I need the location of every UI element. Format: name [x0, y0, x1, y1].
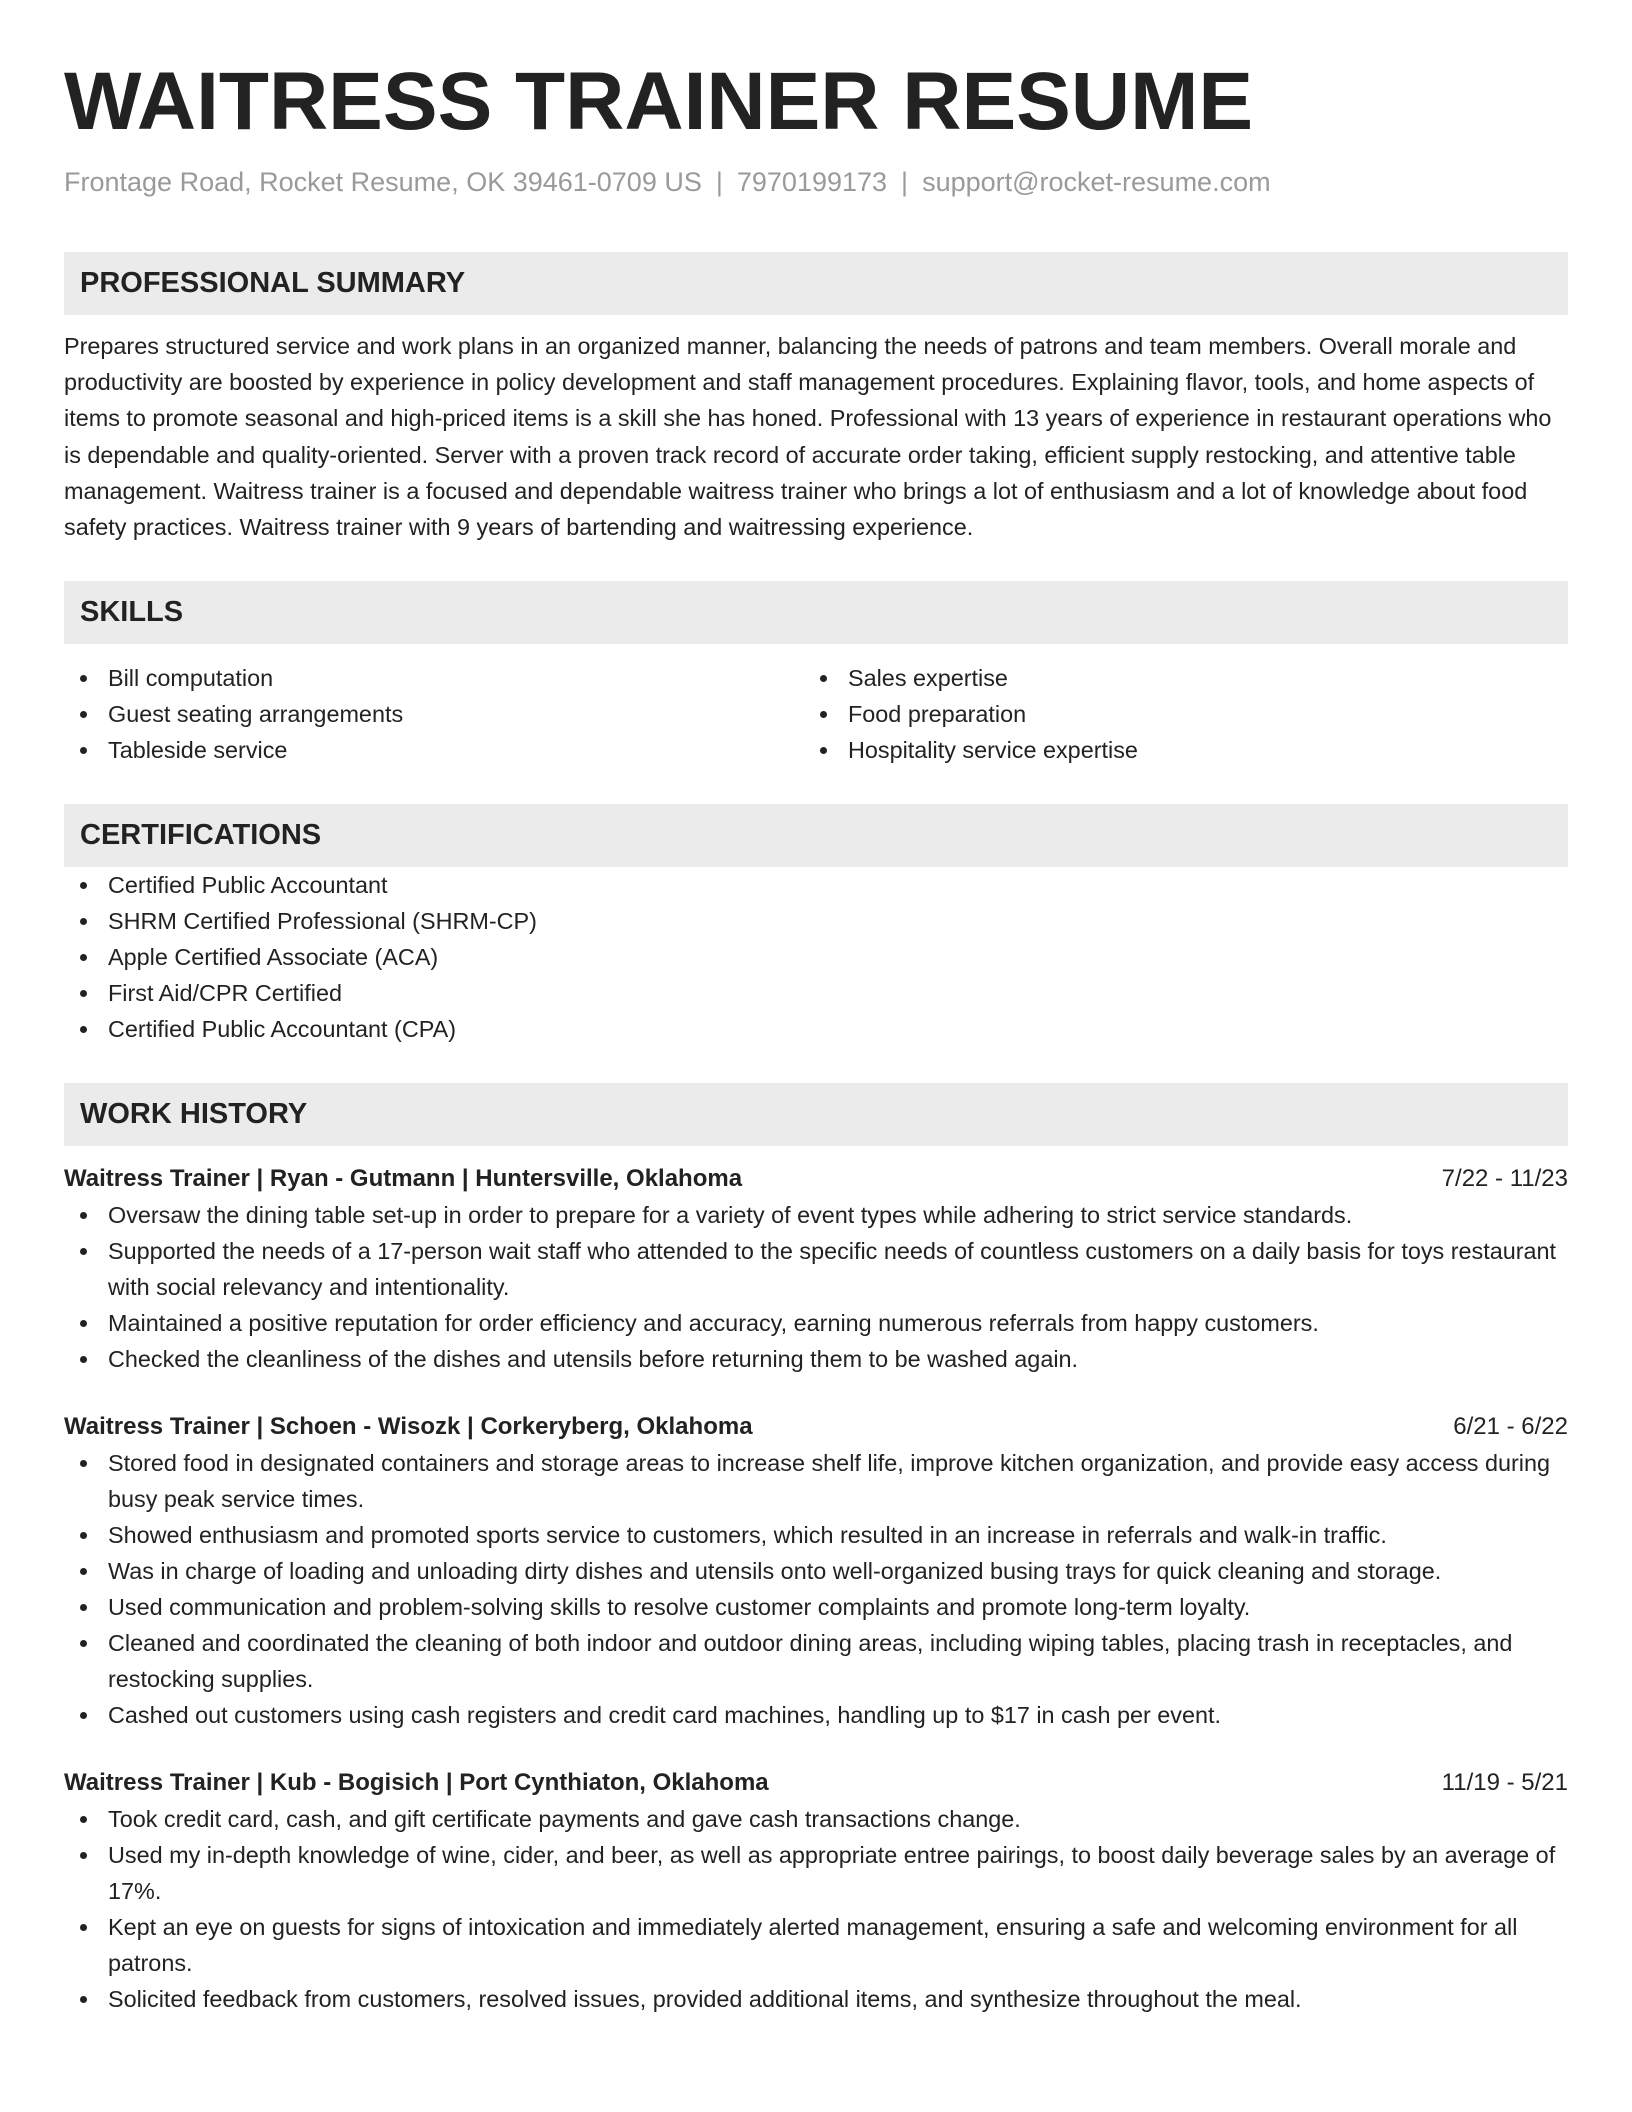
section-heading-work-history: WORK HISTORY [64, 1083, 1568, 1146]
job-title: Waitress Trainer | Ryan - Gutmann | Huntersville, Oklahoma [64, 1165, 743, 1193]
job-bullet: Cleaned and coordinated the cleaning of both indoor and outdoor dining areas, including wiping tables, placing trash in receptacles, and restocking supplies. [64, 1625, 1568, 1697]
job-bullet: Was in charge of loading and unloading dirty dishes and utensils onto well-organized busing trays for quick cleaning and storage. [64, 1553, 1568, 1589]
contact-line [64, 164, 1568, 200]
contact-address: Frontage Road, Rocket Resume, OK 39461-0709 US [64, 167, 702, 197]
skills-grid [64, 660, 1568, 768]
certification-item: First Aid/CPR Certified [64, 975, 1568, 1011]
certifications-list [64, 867, 1568, 1047]
job-dates: 11/19 - 5/21 [1441, 1769, 1568, 1797]
contact-phone: 7970199173 [736, 167, 888, 197]
job-bullet: Used my in-depth knowledge of wine, cider, and beer, as well as appropriate entree pairings, to boost daily beverage sales by an average of 17%. [64, 1837, 1568, 1909]
resume-title: WAITRESS TRAINER RESUME [64, 56, 1254, 147]
job-bullet: Maintained a positive reputation for order efficiency and accuracy, earning numerous referrals from happy customers. [64, 1305, 1568, 1341]
job-bullet: Kept an eye on guests for signs of intoxication and immediately alerted management, ensuring a safe and welcoming environment for all patrons. [64, 1909, 1568, 1981]
summary-text: Prepares structured service and work plans in an organized manner, balancing the needs of patrons and team members. Overall morale and productivity are boosted by experience in policy development and staff management procedures. Explaining flavor, tools, and home aspects of items to promote seasonal and high-priced items is a skill she has honed. Professional with 13 years of experience in restaurant operations who is dependable and quality-oriented. Server with a proven track record of accurate order taking, efficient supply restocking, and attentive table management. Waitress trainer is a focused and dependable waitress trainer who brings a lot of enthusiasm and a lot of knowledge about food safety practices. Waitress trainer with 9 years of bartending and waitressing experience. [64, 333, 1552, 541]
skill-item: Sales expertise [804, 660, 1544, 696]
section-heading-skills: SKILLS [64, 581, 1568, 644]
certification-item: Certified Public Accountant (CPA) [64, 1011, 1568, 1047]
job-bullet: Checked the cleanliness of the dishes and utensils before returning them to be washed again. [64, 1341, 1568, 1377]
section-heading-certifications: CERTIFICATIONS [64, 804, 1568, 867]
job-bullets [64, 1801, 1568, 2017]
skill-item: Food preparation [804, 696, 1544, 732]
skill-item: Tableside service [64, 732, 804, 768]
job-bullets [64, 1445, 1568, 1733]
section-heading-summary: PROFESSIONAL SUMMARY [64, 252, 1568, 315]
skill-item: Guest seating arrangements [64, 696, 804, 732]
certification-item: Apple Certified Associate (ACA) [64, 939, 1568, 975]
job-title: Waitress Trainer | Kub - Bogisich | Port Cynthiaton, Oklahoma [64, 1769, 769, 1797]
job-bullet: Stored food in designated containers and storage areas to increase shelf life, improve kitchen organization, and provide easy access during busy peak service times. [64, 1445, 1568, 1517]
job-title: Waitress Trainer | Schoen - Wisozk | Corkeryberg, Oklahoma [64, 1413, 753, 1441]
skill-item: Hospitality service expertise [804, 732, 1544, 768]
job-header [64, 1765, 1568, 1801]
job-dates: 6/21 - 6/22 [1453, 1413, 1568, 1441]
job-bullets [64, 1197, 1568, 1377]
job-dates: 7/22 - 11/23 [1441, 1165, 1568, 1193]
skill-item: Bill computation [64, 660, 804, 696]
certification-item: Certified Public Accountant [64, 867, 1568, 903]
job-header [64, 1409, 1568, 1445]
job-bullet: Cashed out customers using cash registers and credit card machines, handling up to $17 in cash per event. [64, 1697, 1568, 1733]
job-entry [64, 1765, 1568, 2017]
job-bullet: Showed enthusiasm and promoted sports service to customers, which resulted in an increase in referrals and walk-in traffic. [64, 1517, 1568, 1553]
contact-email[interactable]: support@rocket-resume.com [922, 167, 1271, 197]
job-entry [64, 1409, 1568, 1733]
job-bullet: Solicited feedback from customers, resolved issues, provided additional items, and synthesize throughout the meal. [64, 1981, 1568, 2017]
job-bullet: Oversaw the dining table set-up in order to prepare for a variety of event types while adhering to strict service standards. [64, 1197, 1568, 1233]
job-bullet: Used communication and problem-solving skills to resolve customer complaints and promote long-term loyalty. [64, 1589, 1568, 1625]
job-bullet: Took credit card, cash, and gift certificate payments and gave cash transactions change. [64, 1801, 1568, 1837]
contact-separator: | [901, 167, 909, 197]
certification-item: SHRM Certified Professional (SHRM-CP) [64, 903, 1568, 939]
job-header [64, 1161, 1568, 1197]
contact-separator: | [715, 167, 723, 197]
job-bullet: Supported the needs of a 17-person wait staff who attended to the specific needs of countless customers on a daily basis for toys restaurant with social relevancy and intentionality. [64, 1233, 1568, 1305]
job-entry [64, 1161, 1568, 1377]
skills-column-right [804, 660, 1544, 768]
skills-column-left [64, 660, 804, 768]
